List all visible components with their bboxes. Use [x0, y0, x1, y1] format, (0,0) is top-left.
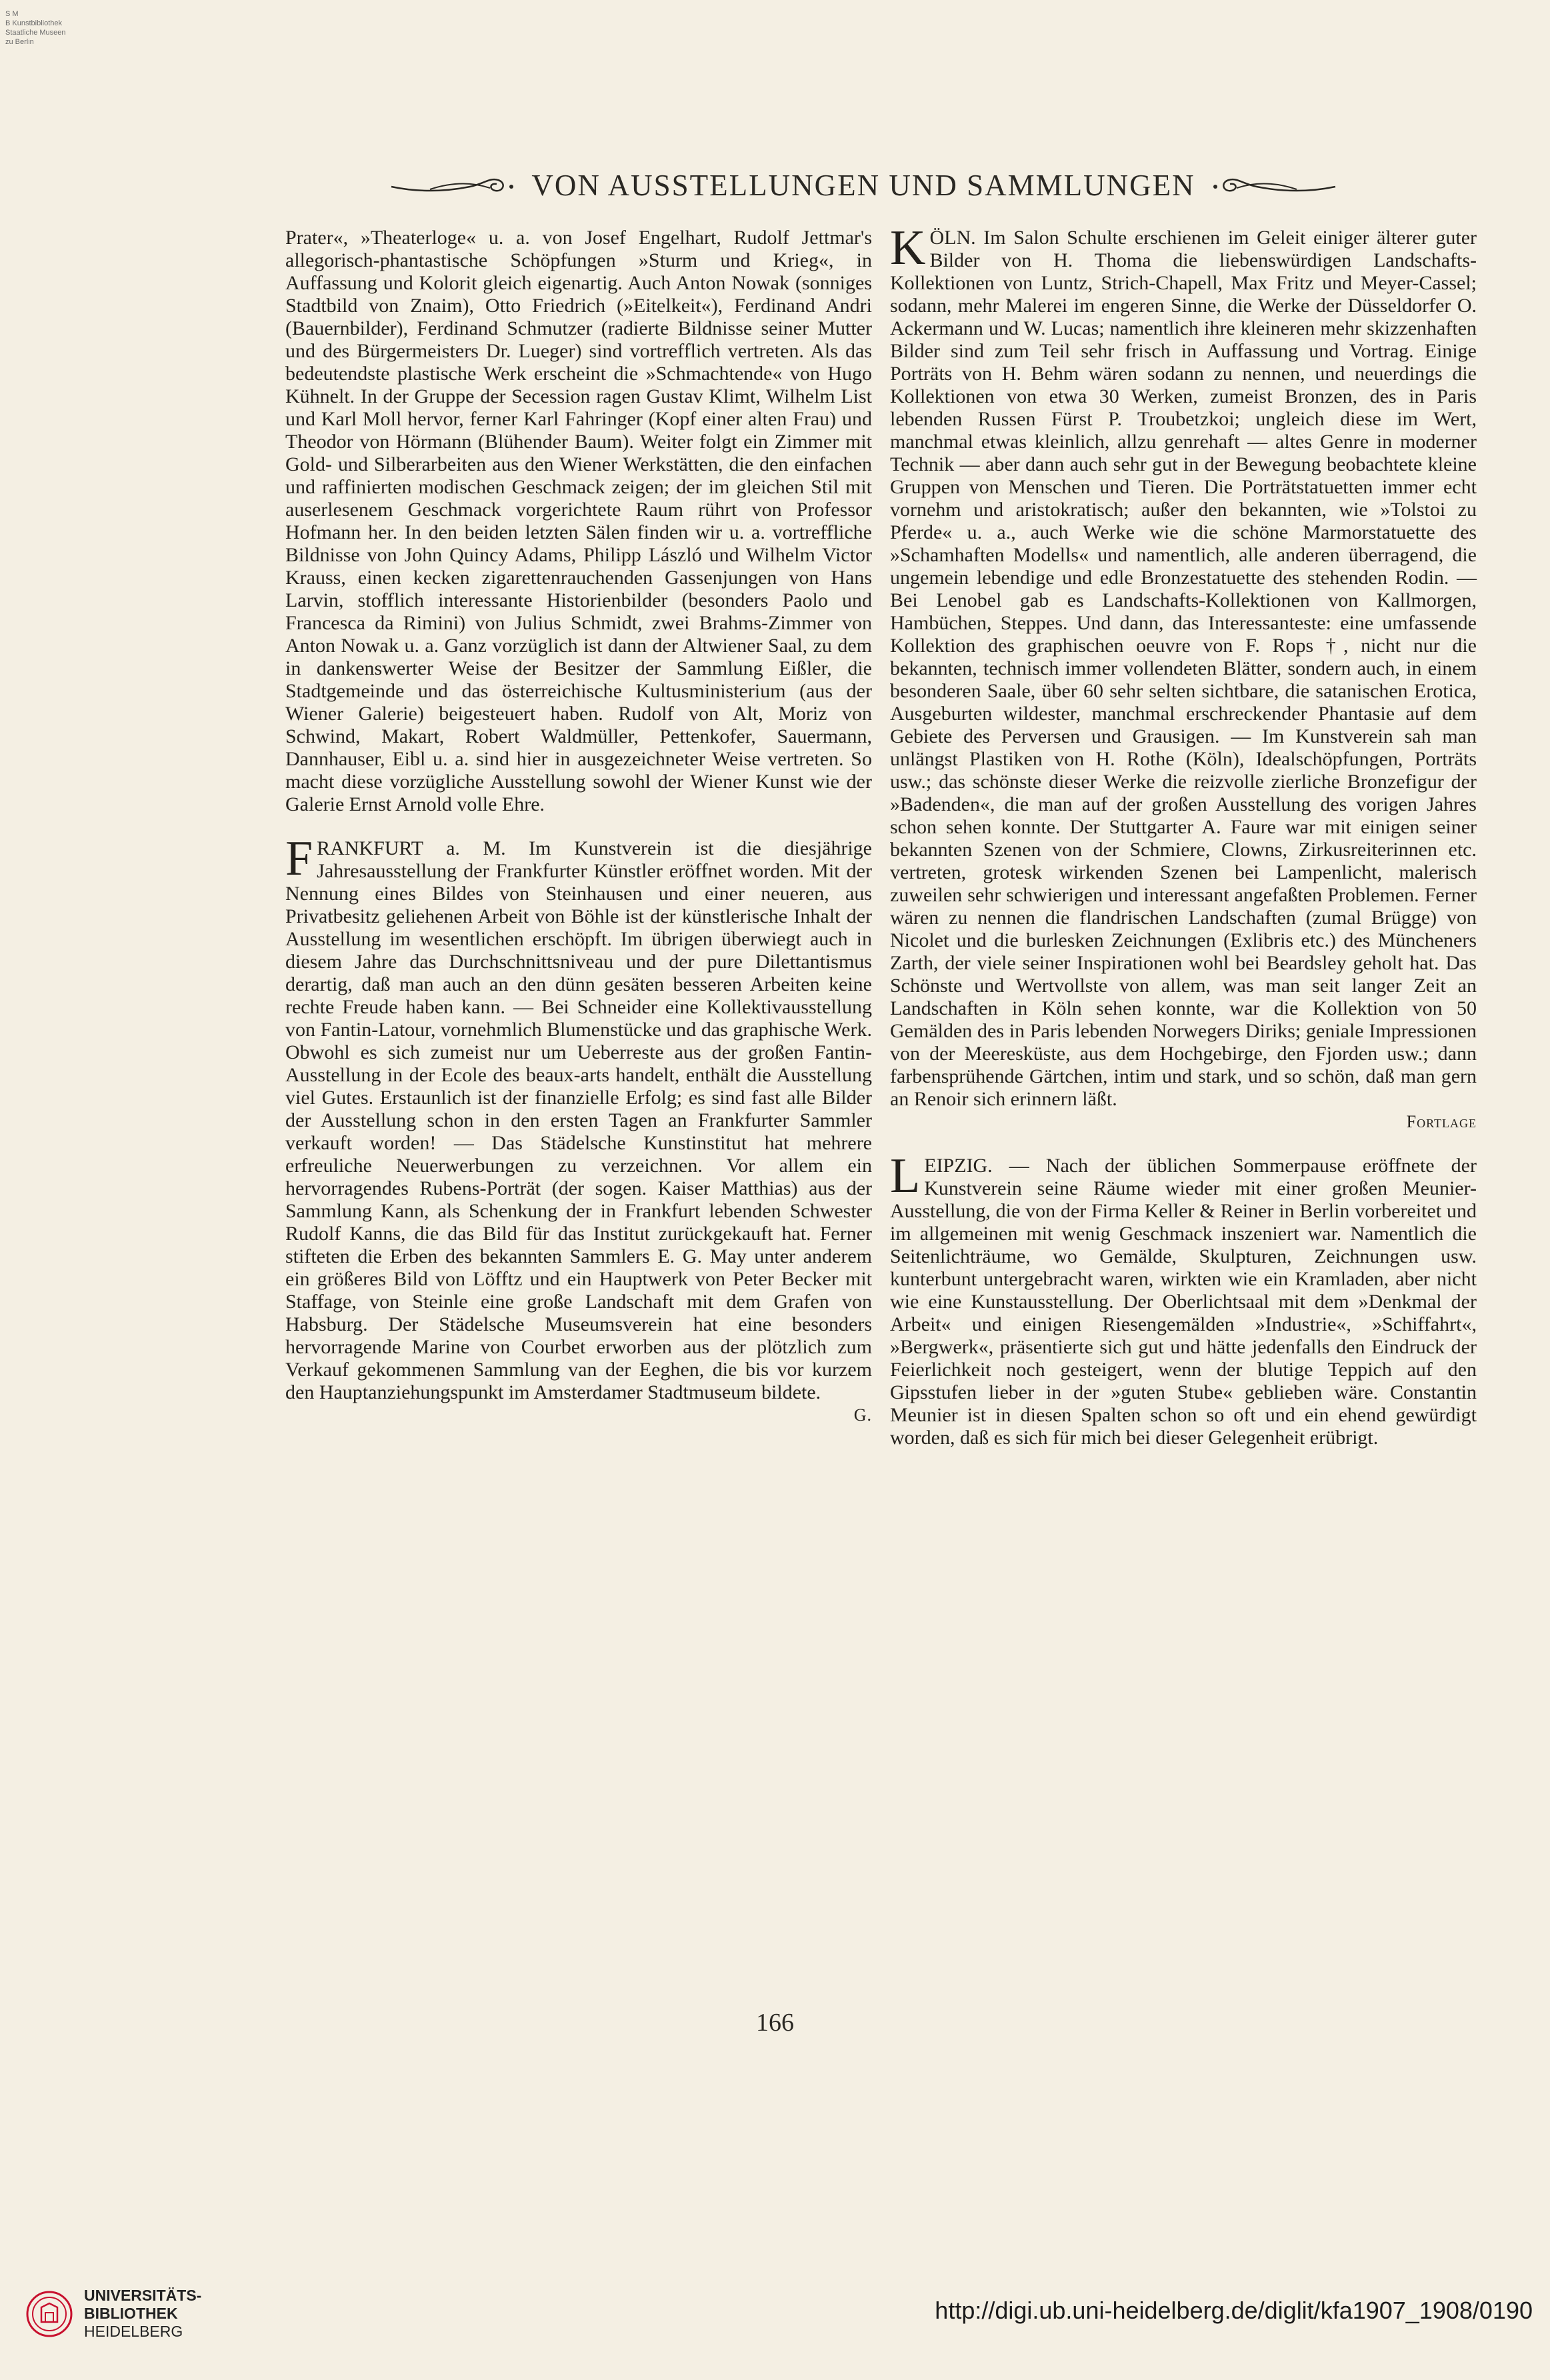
stamp-line: S M	[5, 10, 19, 18]
right-ornament-icon	[1210, 172, 1337, 199]
logo-text	[84, 2287, 201, 2341]
drop-cap: K	[890, 221, 926, 275]
drop-cap: L	[890, 1149, 921, 1203]
author-signature: G.	[853, 1405, 872, 1425]
author-signature: Fortlage	[1406, 1112, 1477, 1131]
article-paragraph	[285, 227, 872, 816]
section-header	[373, 159, 1353, 212]
page-number: 166	[756, 2009, 794, 2037]
left-column	[285, 227, 872, 1427]
paragraph-text: RANKFURT a. M. Im Kunstverein ist die diesjährige Jahresausstellung der Frankfurter Künstler eröffnet worden. Mit der Nennung eines Bildes von Steinhausen und einer neueren, aus Privatbesitz geliehenen Arbeit von Böhle ist der künstlerische Inhalt der Ausstellung im wesentlichen erschöpft. Im übrigen überwiegt auch in diesem Jahre das Durchschnittsniveau und der pure Dilettantismus derartig, daß man auch an den dünn gesäten besseren Arbeiten keine rechte Freude haben kann. — Bei Schneider eine Kollektivausstellung von Fantin-Latour, vornehmlich Blumenstücke und das graphische Werk. Obwohl es sich zumeist nur um Ueberreste aus der großen Fantin-Ausstellung in der Ecole des beaux-arts handelt, enthält die Ausstellung viel Gutes. Erstaunlich ist der finanzielle Erfolg; es sind fast alle Bilder der Ausstellung schon in den ersten Tagen an Frankfurter Sammler verkauft worden! — Das Städelsche Kunstinstitut hat mehrere erfreuliche Neuerwerbungen zu verzeichnen. Vor allem ein hervorragendes Rubens-Porträt (der sogen. Kaiser Matthias) aus der Sammlung Kann, als Schenkung der in Frankfurt lebenden Schwester Rudolf Kanns, die das Bild für das Institut zurückgekauft hat. Ferner stifteten die Erben des bekannten Sammlers E. G. May unter anderem ein größeres Bild von Löfftz und ein Hauptwerk von Peter Becker mit Staffage, von Steinle eine große Landschaft mit dem Grafen von Habsburg. Der Städelsche Museumsverein hat eine besonders hervorragende Marine von Courbet erworben aus der plötzlich zum Verkauf gekommenen Sammlung van der Eeghen, die bis vor kurzem den Hauptanziehungspunkt im Amsterdamer Stadtmuseum bildete.	[285, 837, 872, 1403]
left-ornament-icon	[390, 172, 517, 199]
logo-line: BIBLIOTHEK	[84, 2305, 178, 2322]
library-logo	[25, 2287, 201, 2341]
logo-line: UNIVERSITÄTS-	[84, 2287, 202, 2304]
logo-line: HEIDELBERG	[84, 2323, 183, 2340]
seal-icon	[25, 2290, 73, 2338]
article-koeln	[890, 221, 1477, 1133]
library-stamp	[5, 9, 139, 47]
paragraph-text: Prater«, »Theaterloge« u. a. von Josef Engelhart, Rudolf Jettmar's allegorisch-phantastische Schöpfungen »Sturm und Krieg«, in Auffassung und Kolorit gleich eigenartig. Auch Anton Nowak (sonniges Stadtbild von Znaim), Otto Friedrich (»Eitelkeit«), Ferdinand Andri (Bauernbilder), Ferdinand Schmutzer (radierte Bildnisse seiner Mutter und des Bürgermeisters Dr. Lueger) sind vortrefflich vertreten. Als das bedeutendste plastische Werk erscheint die »Schmachtende« von Hugo Kühnelt. In der Gruppe der Secession ragen Gustav Klimt, Wilhelm List und Karl Moll hervor, ferner Karl Fahringer (Kopf einer alten Frau) und Theodor von Hörmann (Blühender Baum). Weiter folgt ein Zimmer mit Gold- und Silberarbeiten aus den Wiener Werkstätten, die den einfachen und raffinierten modischen Geschmack zeigen; der im gleichen Stil mit auserlesenem Geschmack vorgerichtete Raum rührt von Professor Hofmann her. In den beiden letzten Sälen finden wir u. a. vortreffliche Bildnisse von John Quincy Adams, Philipp László und Wilhelm Victor Krauss, einen kecken zigarettenrauchenden Gassenjungen von Hans Larvin, stofflich interessante Historienbilder (besonders Paolo und Francesca da Rimini) von Julius Schmidt, zwei Brahms-Zimmer von Anton Nowak u. a. Ganz vorzüglich ist dann der Altwiener Saal, zu dem in dankenswerter Weise der Besitzer der Sammlung Eißler, die Stadtgemeinde und das österreichische Kultusministerium (aus der Wiener Galerie) beigesteuert haben. Rudolf von Alt, Moriz von Schwind, Makart, Robert Waldmüller, Pettenkofer, Sauermann, Dannhauser, Eibl u. a. sind hier in ausgezeichneter Weise vertreten. So macht diese vorzügliche Ausstellung sowohl der Wiener Kunst wie der Galerie Ernst Arnold volle Ehre.	[285, 227, 872, 815]
stamp-line: B Kunstbibliothek	[5, 19, 62, 27]
article-frankfurt	[285, 831, 872, 1427]
paragraph-text: ÖLN. Im Salon Schulte erschienen im Geleit einiger älterer guter Bilder von H. Thoma die liebenswürdigen Landschafts-Kollektionen von Luntz, Strich-Chapell, Max Fritz und Meyer-Cassel; sodann, mehr Malerei im engeren Sinne, die Werke der Düsseldorfer O. Ackermann und W. Lucas; namentlich ihre kleineren mehr skizzenhaften Bilder sind zum Teil sehr frisch in Auffassung und Vortrag. Einige Porträts von H. Behm wären sodann zu nennen, und neuerdings die Kollektionen von etwa 30 Werken, zumeist Bronzen, des in Paris lebenden Russen Fürst P. Troubetzkoi; ungleich diese im Wert, manchmal etwas kleinlich, allzu genrehaft — altes Genre in moderner Technik — aber dann auch sehr gut in der Bewegung beobachtete kleine Gruppen von Menschen und Tieren. Die Porträtstatuetten immer echt vornehm und aristokratisch; außer den bekannten, wie »Tolstoi zu Pferde« u. a., auch Werke wie die schöne Marmorstatuette des »Schamhaften Modells« und namentlich, alle anderen überragend, die ungemein lebendige und edle Bronzestatuette des stehenden Rodin. — Bei Lenobel gab es Landschafts-Kollektionen von Kallmorgen, Hambüchen, Steppes. Und dann, das Interessanteste: eine umfassende Kollektion des graphischen oeuvre von F. Rops †, nicht nur die bekannten, technisch immer vollendeten Blätter, sondern auch, in einem besonderen Saale, über 60 sehr selten sichtbare, die satanischen Erotica, Ausgeburten wildester, manchmal erschreckender Phantasie auf dem Gebiete des Perversen und Grausigen. — Im Kunstverein sah man unlängst Plastiken von H. Rothe (Köln), Idealschöpfungen, Porträts usw.; das schönste dieser Werke die reizvolle zierliche Bronzefigur der »Badenden«, die man auf der großen Ausstellung des vorigen Jahres schon sehen konnte. Der Stuttgarter A. Faure war mit einigen seiner bekannten Szenen von der Schmiere, Clowns, Zirkusreiterinnen etc. vertreten, grotesk wirkenden Szenen bei Lampenlicht, malerisch zuweilen sehr schwierigen und interessant angefaßten Problemen. Ferner wären zu nennen die flandrischen Landschaften (zumal Brügge) von Nicolet und die burlesken Zeichnungen (Exlibris etc.) des Müncheners Zarth, der viele seiner Inspirationen wohl bei Beardsley geholt hat. Das Schönste und Wertvollste von allem, was man seit langer Zeit an Landschaften in Köln sehen konnte, war die Kollektion von 50 Gemälden des in Paris lebenden Norwegers Diriks; geniale Impressionen von der Meeresküste, aus dem Hochgebirge, den Fjorden usw.; dann farbensprühende Gärtchen, intim und stark, und so schön, daß man gern an Renoir sich erinnern läßt.	[890, 227, 1477, 1110]
article-leipzig	[890, 1149, 1477, 1449]
stamp-line: zu Berlin	[5, 38, 34, 46]
right-column	[890, 221, 1477, 1449]
permalink[interactable]: http://digi.ub.uni-heidelberg.de/diglit/kfa1907_1908/0190	[935, 2297, 1533, 2324]
drop-cap: F	[285, 831, 313, 886]
stamp-line: Staatliche Museen	[5, 29, 66, 37]
paragraph-text: EIPZIG. — Nach der üblichen Sommerpause eröffnete der Kunstverein seine Räume wieder mit einer großen Meunier-Ausstellung, die von der Firma Keller & Reiner in Berlin vorbereitet und im allgemeinen mit wenig Geschmack inszeniert war. Namentlich die Seitenlichträume, wo Gemälde, Skulpturen, Zeichnungen usw. kunterbunt untergebracht waren, wirkten wie ein Kramladen, aber nicht wie eine Kunstausstellung. Der Oberlichtsaal mit dem »Denkmal der Arbeit« und einigen Riesengemälden »Industrie«, »Schiffahrt«, »Bergwerk«, präsentierte sich gut und hätte jedenfalls den Eindruck der Feierlichkeit noch gesteigert, wenn der blutige Teppich auf den Gipsstufen lieber in der »guten Stube« geblieben wäre. Constantin Meunier ist in diesen Spalten schon so oft und ein ehend gewürdigt worden, daß es sich für mich bei dieser Gelegenheit erübrigt.	[890, 1155, 1477, 1449]
page-title: VON AUSSTELLUNGEN UND SAMMLUNGEN	[531, 169, 1195, 202]
